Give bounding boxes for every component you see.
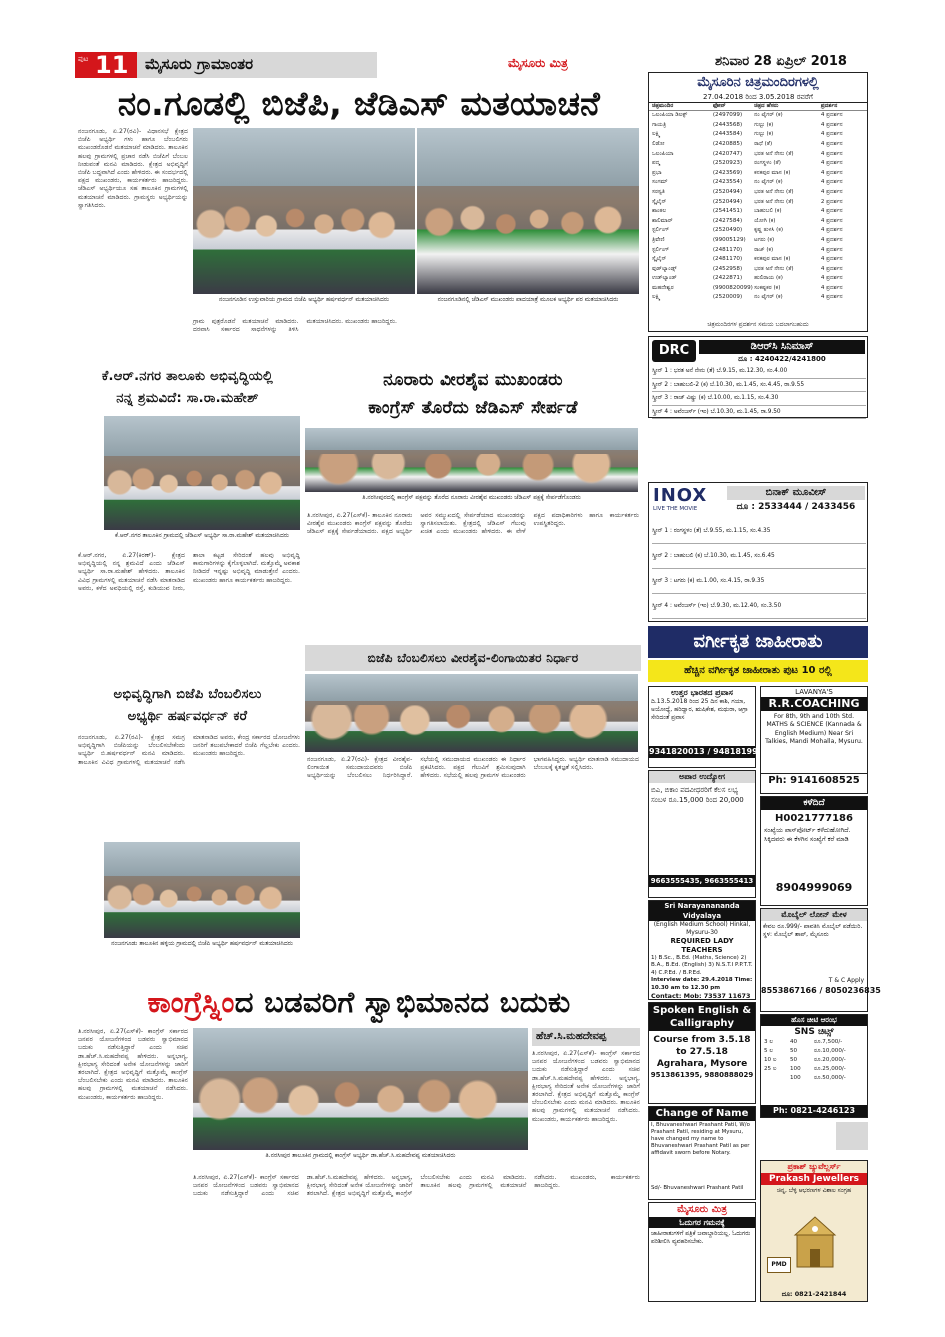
sns-row [764, 1065, 864, 1074]
story1-body: ನಂಜನಗೂಡು, ಏ.27(ರವಿ)- ವಿಧಾನಸಭೆ ಕ್ಷೇತ್ರದ ಬಿಜೆಪಿ ಅಭ್ಯರ್ಥಿ ಗಳು ಹಾಗೂ ಬೆಂಬಲಿಗರು ಮುಖಂಡರೊಡನೆ ಮತಯಾಚನೆ ಮಾಡಿದರು. ತಾಲೂಕಿನ ಹಲವು ಗ್ರಾಮಗಳಲ್ಲಿ ಪ್ರಚಾರ ನಡೆಸಿ ಬಿಜೆಪಿಗೆ ಬೆಂಬಲ ನೀಡುವಂತೆ ಮನವಿ ಮಾಡಿದರು. ಕ್ಷೇತ್ರದ ಅಭಿವೃದ್ಧಿಗೆ ಬಿಜೆಪಿ ಬದ್ಧವಾಗಿದೆ ಎಂದು ಹೇಳಿದರು. ಈ ಸಂದರ್ಭದಲ್ಲಿ ಪಕ್ಷದ ಮುಖಂಡರು, ಕಾರ್ಯಕರ್ತರು ಹಾಜರಿದ್ದರು. ಜೆಡಿಎಸ್ ಅಭ್ಯರ್ಥಿಯೂ ಸಹ ತಾಲೂಕಿನ ಗ್ರಾಮಗಳಲ್ಲಿ ಮತಯಾಚನೆ ಮಾಡಿದರು. ಗ್ರಾಮಸ್ಥರು ಅಭ್ಯರ್ಥಿಯನ್ನು ಸ್ವಾಗತಿಸಿದರು. [78, 128, 188, 209]
cinema-theatre: ಸ್ಟರ್ಲಿಂಗ್ [652, 246, 670, 253]
inox-rows [652, 519, 866, 619]
cinema-row [652, 274, 864, 284]
ad-english-phone: 9513861395, 9880888029 [650, 1071, 754, 1079]
cinema-shows: 4 ಪ್ರದರ್ಶನ [820, 284, 843, 291]
cinema-phone: (2520923) [712, 160, 743, 167]
drc-rows [652, 365, 866, 419]
ad-job-body: ಬಿಎ, ಬಿಕಾಂ ಪದವೀಧರರಿಗೆ ಕೆಲಸ ಲಭ್ಯ ಸಂಬಳ ರೂ.15,000 ರಿಂದ 20,000 [651, 786, 744, 804]
drc-title: ಡಿಆರ್‌ಸಿ ಸಿನಿಮಾಸ್ [750, 341, 814, 352]
cinema-phone: (2443568) [712, 121, 743, 128]
ad-travel [648, 686, 769, 768]
cinema-theatre: ವುಡ್‌ಲ್ಯಾಂಡ್ಸ್ [652, 265, 677, 272]
cinema-theatre: ಪ್ರಭಾ [652, 169, 662, 176]
story1-headline: ನಂ.ಗೂಡಲ್ಲಿ ಬಿಜೆಪಿ, ಜೆಡಿಎಸ್ ಮತಯಾಚನೆ [117, 84, 601, 123]
cinema-shows: 4 ಪ್ರದರ್ಶನ [820, 121, 843, 128]
cinema-row [652, 265, 864, 275]
cinema-col-theatre: ಚಿತ್ರಮಂದಿರ [652, 103, 674, 109]
cinema-row [652, 246, 864, 256]
cinema-phone: (2497099) [712, 112, 743, 119]
ad-coach-phone: Ph: 9141608525 [761, 773, 867, 788]
sns-amount: 5 ಲ [764, 1048, 773, 1054]
sns-amount: 3 ಲ [764, 1039, 773, 1045]
ad-blank-gray [836, 1122, 868, 1150]
page-number-badge [75, 52, 137, 78]
cinema-row [652, 236, 864, 246]
sns-amount [764, 1074, 790, 1083]
sns-months: 100 [790, 1075, 801, 1081]
sns-row [764, 1047, 864, 1056]
drc-screen-row: ಸ್ಕ್ರೀನ್ 1 : ಭರತ ಅನೆ ನೇನು (ತೆ) ಬೆ.9.15, ಮ.12.30, ಸಂ.4.00 [652, 365, 866, 379]
sns-months: 40 [790, 1039, 798, 1045]
classified-subtitle: ಹೆಚ್ಚಿನ ವರ್ಗೀಕೃತ ಜಾಹೀರಾತು ಪುಟ 10 ರಲ್ಲಿ [684, 665, 832, 676]
sns-amount: 10 ಲ [764, 1057, 777, 1063]
cinema-shows: 4 ಪ್ರದರ್ಶನ [820, 140, 843, 147]
cinema-footer: ಚಿತ್ರಮಂದಿರಗಳ ಪ್ರದರ್ಶನ ಸಮಯ ಬದಲಾಗಬಹುದು [707, 321, 809, 328]
cinema-film: ನಂ ಟೈಗರ್ (ಕ) [754, 294, 783, 301]
story5-headline-line2: ಅಭ್ಯರ್ಥಿ ಹರ್ಷವರ್ಧನ್ ಕರೆ [127, 709, 248, 724]
cinema-film: ಹುಲಿರಾಯ (ಕ) [754, 275, 783, 282]
cinema-film: ಭರತ ಅನೆ ನೇನು (ತೆ) [754, 198, 794, 205]
cinema-shows: 4 ಪ್ರದರ್ಶನ [820, 227, 843, 234]
story6-body-right: ತಿ.ನರಸೀಪುರ, ಏ.27(ಎಸ್‌ಕೆ)- ಕಾಂಗ್ರೆಸ್ ಸರ್ಕಾರದ ಜನಪರ ಯೋಜನೆಗಳಿಂದ ಬಡವರು ಸ್ವಾಭಿಮಾನದ ಬದುಕು ನಡೆಸುತ್ತಿದ್ದಾರೆ ಎಂದು ಸಚಿವ ಡಾ.ಹೆಚ್.ಸಿ.ಮಹದೇವಪ್ಪ ಹೇಳಿದರು. ಅನ್ನಭಾಗ್ಯ, ಕ್ಷೀರಭಾಗ್ಯ ಸೇರಿದಂತೆ ಅನೇಕ ಯೋಜನೆಗಳನ್ನು ಜಾರಿಗೆ ತರಲಾಗಿದೆ. ಕ್ಷೇತ್ರದ ಅಭಿವೃದ್ಧಿಗೆ ಮತ್ತೊಮ್ಮೆ ಕಾಂಗ್ರೆಸ್ ಬೆಂಬಲಿಸಬೇಕು ಎಂದು ಮನವಿ ಮಾಡಿದರು. ತಾಲೂಕಿನ ಹಲವು ಗ್ರಾಮಗಳಲ್ಲಿ ಮತಯಾಚನೆ ನಡೆಸಿದರು. ಮುಖಂಡರು, ಕಾರ್ಯಕರ್ತರು ಹಾಜರಿದ್ದರು. [532, 1050, 640, 1123]
story4-body: ನಂಜನಗೂಡು, ಏ.27(ರವಿ)- ಕ್ಷೇತ್ರದ ವೀರಶೈವ-ಲಿಂಗಾಯಿತ ಸಮುದಾಯದವರು ಬಿಜೆಪಿ ಅಭ್ಯರ್ಥಿಯನ್ನು ಬೆಂಬಲಿಸಲು ನಿರ್ಧರಿಸಿದ್ದಾರೆ. ಸಭೆಯಲ್ಲಿ ಸಮುದಾಯದ ಮುಖಂಡರು ಈ ನಿರ್ಧಾರ ಪ್ರಕಟಿಸಿದರು. ಪಕ್ಷದ ಗೆಲುವಿಗೆ ಶ್ರಮಿಸುವುದಾಗಿ ಹೇಳಿದರು. ಸಭೆಯಲ್ಲಿ ಹಲವು ಗ್ರಾಮಗಳ ಮುಖಂಡರು ಭಾಗವಹಿಸಿದ್ದರು. ಅಭ್ಯರ್ಥಿ ಮಾತನಾಡಿ ಸಮುದಾಯದ ಬೆಂಬಲಕ್ಕೆ ಕೃತಜ್ಞತೆ ಸಲ್ಲಿಸಿದರು. [307, 756, 639, 780]
drc-screen-row: ಸ್ಕ್ರೀನ್ 2 : ಬಾಹುಬಲಿ-2 (ಕ) ಬೆ.10.30, ಮ.1.45, ಸಂ.4.45, ರಾ.9.55 [652, 379, 866, 393]
cinema-film: ಟಗರು (ಕ) [754, 236, 775, 243]
cinema-film: ಭರತ ಅನೆ ನೇನು (ತೆ) [754, 265, 794, 272]
cinema-theatre: ಒಲಂಪಿಯಾ [652, 150, 674, 157]
cinema-theatre: ಸ್ಕೈಲೈನ್ [652, 198, 667, 205]
ad-prakash-jewellers [760, 1160, 868, 1302]
cinema-shows: 4 ಪ್ರದರ್ಶನ [820, 217, 843, 224]
cinema-shows: 4 ಪ್ರದರ್ಶನ [820, 169, 843, 176]
cinema-theatre: ತ್ರಿವೇಣಿ [652, 236, 665, 243]
cinema-shows: 4 ಪ್ರದರ್ಶನ [820, 150, 843, 157]
ad-coach-body: For 8th, 9th and 10th Std. MATHS & SCIENCE (Kannada & English Medium) Near Sri Talkies, Mandi Mohalla, Mysuru. [765, 713, 863, 746]
sns-installment: ರೂ.10,000/- [814, 1048, 846, 1054]
ad-school-contact: Contact: Mob: 73537 11673 [651, 992, 751, 1001]
temple-icon [791, 1213, 839, 1269]
ad-job-title: ಅಪಾರ ಉದ್ಯೋಗ [649, 771, 755, 783]
story2-photo [104, 416, 300, 530]
ad-school-quals: 1) B.Sc., B.Ed. (Maths, Science) 2) B.A., B.Ed. (English) 3) N.S.T.I P.P.T.T. 4) C.P.Ed. / B.P.Ed. [651, 955, 753, 976]
cinema-phone: (2520490) [712, 227, 743, 234]
classified-title: ವರ್ಗೀಕೃತ ಜಾಹೀರಾತು [693, 631, 823, 652]
story2-headline-box [75, 366, 300, 414]
story5-caption: ನಂಜನಗೂಡು ತಾಲೂಕಿನ ಹಳ್ಳಿಯ ಗ್ರಾಮದಲ್ಲಿ ಬಿಜೆಪಿ ಅಭ್ಯರ್ಥಿ ಹರ್ಷವರ್ಧನ್ ಮತಯಾಚಿಸಿದರು [111, 940, 293, 947]
cinema-row [652, 188, 864, 198]
jewel-building-icon [791, 1213, 839, 1269]
cinema-shows: 4 ಪ್ರದರ್ಶನ [820, 265, 843, 272]
ad-mela-phone: 8553867166 / 8050236835 [761, 986, 881, 995]
story4-headline-box [305, 645, 641, 671]
story6-photo [193, 1028, 528, 1150]
cinema-theatre: ಮಹದೇಶ್ವರ [652, 284, 674, 291]
ad-school-title: Sri Narayanananda Vidyalaya [649, 901, 755, 921]
ad-english [648, 1002, 756, 1104]
ad-name-body: I, Bhuvaneshwari Prashant Patil, W/o Prashant Patil, residing at Mysuru, have changed my name to Bhuvaneshwari Prashant Patil as per affidavit sworn before Notary. [651, 1122, 750, 1156]
cinema-film: ಕನಕಪುರ ಮಾಸ (ಕ) [754, 169, 791, 176]
cinema-film: ಭರತ ಅನೆ ನೇನು (ತೆ) [754, 188, 794, 195]
cinema-col-shows: ಪ್ರದರ್ಶನ [820, 103, 838, 109]
ad-english-course: Course from 3.5.18 to 27.5.18 [653, 1035, 751, 1057]
ad-job [648, 770, 756, 898]
cinema-film: ರಾಧೆ (ತೆ) [754, 140, 773, 147]
ad-jewel-logo [767, 1257, 791, 1273]
story4-photo [305, 674, 638, 752]
cinema-row [652, 169, 864, 179]
story6-headline-red: ಕಾಂಗ್ರೆಸ್ [147, 985, 235, 1019]
classified-subtitle-bar [648, 660, 868, 682]
ad-mm-title: ಮೈಸೂರು ಮಿತ್ರ [677, 1204, 727, 1215]
ad-lost-phone: 8904999069 [775, 881, 853, 894]
ad-school-req: REQUIRED LADY TEACHERS [670, 937, 734, 954]
story1-photo-bjp [193, 128, 415, 294]
cinema-film: ಗುಲ್ಟು (ಕ) [754, 131, 774, 138]
cinema-film: ಗುಲ್ಟು (ಕ) [754, 121, 774, 128]
cinema-shows: 4 ಪ್ರದರ್ಶನ [820, 179, 843, 186]
cinema-phone: (2541451) [712, 208, 743, 215]
ad-english-title: Spoken English & Calligraphy [649, 1003, 755, 1031]
cinema-row [652, 159, 864, 169]
story6-headline-rest: ನಿಂದ ಬಡವರಿಗೆ ಸ್ವಾಭಿಮಾನದ ಬದುಕು [234, 985, 571, 1019]
cinema-phone: (99005129) [712, 236, 746, 243]
cinema-rows [649, 111, 867, 303]
story6-caption: ತಿ.ನರಸೀಪುರ ತಾಲೂಕಿನ ಗ್ರಾಮದಲ್ಲಿ ಕಾಂಗ್ರೆಸ್ ಅಭ್ಯರ್ಥಿ ಡಾ.ಹೆಚ್.ಸಿ.ಮಹದೇವಪ್ಪ ಮತಯಾಚಿಸಿದರು [265, 1152, 456, 1159]
ad-job-phone: 9663555435, 9663555413 [650, 877, 754, 885]
ad-mela-title: ಮೊಬೈಲ್ ಲೋನ್ ಮೇಳ [761, 909, 867, 921]
inox-screen-row: ಸ್ಕ್ರೀನ್ 2 : ಬಾಹುಬಲಿ (ಕ) ಬೆ.10.30, ಮ.1.45, ಸಂ.6.45 [652, 544, 866, 569]
sns-row [764, 1056, 864, 1065]
sns-installment: ರೂ.20,000/- [814, 1057, 846, 1063]
cinema-row [652, 150, 864, 160]
cinema-row [652, 217, 864, 227]
cinema-row [652, 293, 864, 303]
story3-headline-line1: ನೂರಾರು ವೀರಶೈವ ಮುಖಂಡರು [383, 370, 563, 390]
inox-screen-row: ಸ್ಕ್ರೀನ್ 1 : ರಂಗಸ್ಥಳಂ (ತೆ) ಬೆ.9.55, ಮ.1.15, ಸಂ.4.35 [652, 519, 866, 544]
cinema-theatre: ಸ್ಕೈಲೈನ್ [652, 256, 667, 263]
cinema-film: ರಾಜ್ (ಕ) [754, 246, 774, 253]
ad-name-title: Change of Name [649, 1107, 755, 1121]
cinema-shows: 4 ಪ್ರದರ್ಶನ [820, 275, 843, 282]
ad-jewel-en: Prakash Jewellers [761, 1173, 867, 1185]
cinema-phone: (2452958) [712, 265, 743, 272]
ad-jewel-body: ಚಿನ್ನ, ಬೆಳ್ಳಿ ಆಭರಣಗಳ ವಿಶಾಲ ಸಂಗ್ರಹ [776, 1187, 852, 1194]
cinema-phone: (2420885) [712, 140, 743, 147]
page-number: 11 [95, 51, 129, 79]
ad-mobile-mela [760, 908, 881, 1012]
ad-lost-body: ಸಂಖ್ಯೆಯ ಪಾಸ್‌ಪೋರ್ಟ್ ಕಳೆದುಹೋಗಿದೆ. ಸಿಕ್ಕಿದವರು ಈ ಕೆಳಗಿನ ಸಂಖ್ಯೆಗೆ ಕರೆ ಮಾಡಿ [764, 826, 851, 843]
cinema-phone: (2520494) [712, 188, 743, 195]
cinema-phone: (2481170) [712, 246, 743, 253]
drc-cinemas [648, 336, 868, 418]
cinema-shows: 4 ಪ್ರದರ್ಶನ [820, 160, 843, 167]
cinema-row [652, 198, 864, 208]
story3-headline-box [305, 366, 641, 426]
ad-school [648, 900, 756, 1000]
cinema-theatre: ಸಂಗಮ್ [652, 179, 668, 186]
sns-installment: ರೂ.25,000/- [814, 1066, 846, 1072]
ad-mysore-mitra [648, 1202, 756, 1302]
cinema-film: ನಂ ಟೈಗರ್ (ಕ) [754, 112, 783, 119]
cinema-film: ಯೋಗಿ (ಕ) [754, 217, 776, 224]
sns-months: 50 [790, 1048, 798, 1054]
ad-sns-phone: Ph: 0821-4246123 [761, 1105, 867, 1117]
cinema-phone: (2520009) [712, 294, 743, 301]
ad-travel-body: ದಿ.13.5.2018 ರಿಂದ 25 ದಿನ ಕಾಶಿ, ಗಯಾ, ಅಯೋಧ್ಯೆ, ಹರಿದ್ವಾರ, ಋಷಿಕೇಶ, ಮಥುರಾ, ಆಗ್ರಾ ಸೇರಿದಂತೆ ಪ್ರವಾಸ [651, 698, 748, 721]
story3-photo [305, 428, 638, 492]
drc-title-bar [699, 340, 865, 354]
story1-continuation: ಗ್ರಾಮ ಪುತ್ರರೊಡನೆ ಮತಯಾಚನೆ ಮಾಡಿದರು. ದರವಾಸಿ ಸರ್ಕಾರದ ಸಾಧನೆಗಳನ್ನು ತಿಳಿಸಿ ಮತಯಾಚಿಸಿದರು. ಮುಖಂಡರು ಹಾಜರಿದ್ದರು. [193, 318, 398, 334]
cinema-theatre: ಲಕ್ಷ್ಮಿ [652, 294, 661, 301]
cinema-row [652, 284, 864, 294]
ad-lost-title: ಕಳೆದಿದೆ [761, 797, 867, 810]
story3-caption: ತಿ.ನರಸೀಪುರದಲ್ಲಿ ಕಾಂಗ್ರೆಸ್ ಪಕ್ಷವನ್ನು ತೊರೆದ ನೂರಾರು ವೀರಶೈವ ಮುಖಂಡರು ಜೆಡಿಎಸ್ ಪಕ್ಷಕ್ಕೆ ಸೇರ್ಪಡೆಗೊಂಡರು [362, 494, 581, 501]
cinema-shows: 4 ಪ್ರದರ್ಶನ [820, 236, 843, 243]
ad-coaching [760, 686, 868, 794]
inox-tagline: LIVE THE MOVIE [653, 506, 698, 512]
cinema-row [652, 178, 864, 188]
cinema-phone: (2481170) [712, 256, 743, 263]
cinema-film: ಭರತ ಅನೆ ನೇನು (ತೆ) [754, 150, 794, 157]
cinema-phone: (2420747) [712, 150, 743, 157]
cinema-header-row [649, 103, 867, 111]
drc-logo-text: DRC [658, 343, 690, 358]
story6-sidebox [532, 1028, 640, 1046]
story6-body-left: ತಿ.ನರಸೀಪುರ, ಏ.27(ಎಸ್‌ಕೆ)- ಕಾಂಗ್ರೆಸ್ ಸರ್ಕಾರದ ಜನಪರ ಯೋಜನೆಗಳಿಂದ ಬಡವರು ಸ್ವಾಭಿಮಾನದ ಬದುಕು ನಡೆಸುತ್ತಿದ್ದಾರೆ ಎಂದು ಸಚಿವ ಡಾ.ಹೆಚ್.ಸಿ.ಮಹದೇವಪ್ಪ ಹೇಳಿದರು. ಅನ್ನಭಾಗ್ಯ, ಕ್ಷೀರಭಾಗ್ಯ ಸೇರಿದಂತೆ ಅನೇಕ ಯೋಜನೆಗಳನ್ನು ಜಾರಿಗೆ ತರಲಾಗಿದೆ. ಕ್ಷೇತ್ರದ ಅಭಿವೃದ್ಧಿಗೆ ಮತ್ತೊಮ್ಮೆ ಕಾಂಗ್ರೆಸ್ ಬೆಂಬಲಿಸಬೇಕು ಎಂದು ಮನವಿ ಮಾಡಿದರು. ತಾಲೂಕಿನ ಹಲವು ಗ್ರಾಮಗಳಲ್ಲಿ ಮತಯಾಚನೆ ನಡೆಸಿದರು. ಮುಖಂಡರು, ಕಾರ್ಯಕರ್ತರು ಹಾಜರಿದ್ದರು. [78, 1028, 188, 1101]
story4-headline: ಬಿಜೆಪಿ ಬೆಂಬಲಿಸಲು ವೀರಶೈವ-ಲಿಂಗಾಯಿತರ ನಿರ್ಧಾರ [367, 651, 579, 665]
ad-coach-label: LAVANYA'S [795, 688, 833, 696]
cinema-row [652, 226, 864, 236]
cinema-row [652, 207, 864, 217]
story3-body: ತಿ.ನರಸೀಪುರ, ಏ.27(ಎಸ್‌ಕೆ)- ತಾಲೂಕಿನ ನೂರಾರು ವೀರಶೈವ ಮುಖಂಡರು ಕಾಂಗ್ರೆಸ್ ಪಕ್ಷವನ್ನು ತೊರೆದು ಜೆಡಿಎಸ್ ಪಕ್ಷಕ್ಕೆ ಸೇರ್ಪಡೆಯಾದರು. ಪಕ್ಷದ ಅಭ್ಯರ್ಥಿ ಅವರ ಸಮ್ಮುಖದಲ್ಲಿ ಸೇರ್ಪಡೆಯಾದ ಮುಖಂಡರನ್ನು ಸ್ವಾಗತಿಸಲಾಯಿತು. ಕ್ಷೇತ್ರದಲ್ಲಿ ಜೆಡಿಎಸ್ ಗೆಲುವು ಖಚಿತ ಎಂದು ಮುಖಂಡರು ಹೇಳಿದರು. ಈ ವೇಳೆ ಪಕ್ಷದ ಪದಾಧಿಕಾರಿಗಳು ಹಾಗೂ ಕಾರ್ಯಕರ್ತರು ಉಪಸ್ಥಿತರಿದ್ದರು. [307, 512, 639, 536]
ad-mm-body: ಜಾಹೀರಾತುಗಳಿಗೆ ಪತ್ರಿಕೆ ಜವಾಬ್ದಾರಿಯಲ್ಲ. ಓದುಗರು ಪರಿಶೀಲಿಸಿ ವ್ಯವಹರಿಸಬೇಕು. [651, 1230, 751, 1245]
cinema-phone: (2422871) [712, 275, 743, 282]
story5-body: ನಂಜನಗೂಡು, ಏ.27(ರವಿ)- ಕ್ಷೇತ್ರದ ಸಮಗ್ರ ಅಭಿವೃದ್ಧಿಗಾಗಿ ಬಿಜೆಪಿಯನ್ನು ಬೆಂಬಲಿಸಬೇಕೆಂದು ಅಭ್ಯರ್ಥಿ ಬಿ.ಹರ್ಷವರ್ಧನ್ ಮನವಿ ಮಾಡಿದರು. ತಾಲೂಕಿನ ವಿವಿಧ ಗ್ರಾಮಗಳಲ್ಲಿ ಮತಯಾಚನೆ ನಡೆಸಿ ಮಾತನಾಡಿದ ಅವರು, ಕೇಂದ್ರ ಸರ್ಕಾರದ ಯೋಜನೆಗಳು ಜನರಿಗೆ ತಲುಪಬೇಕಾದರೆ ಬಿಜೆಪಿ ಗೆಲ್ಲಬೇಕು ಎಂದರು. ಮುಖಂಡರು ಹಾಜರಿದ್ದರು. [78, 734, 300, 766]
sns-row [764, 1038, 864, 1047]
sns-amount: 25 ಲ [764, 1066, 777, 1072]
cinema-col-phone: ಫೋನ್ [712, 103, 726, 109]
ad-mela-body: ಕೇವಲ ರೂ.999/- ಪಾವತಿಸಿ ಮೊಬೈಲ್ ಪಡೆಯಿರಿ. ಸ್ಥಳ: ಮೊಬೈಲ್ ಶಾಪ್, ಮೈಸೂರು [763, 923, 863, 938]
story1-photo-jds [417, 128, 639, 294]
ad-sns-title: ಹೊಸ ಚೀಟಿ ಆರಂಭ [761, 1015, 867, 1026]
drc-logo [652, 340, 696, 362]
cinema-shows: 4 ಪ್ರದರ್ಶನ [820, 256, 843, 263]
masthead: ಮೈಸೂರು ಮಿತ್ರ [508, 56, 568, 70]
ad-coach-title: R.R.COACHING [761, 697, 867, 711]
sns-row [764, 1074, 864, 1083]
cinema-phone: (2520494) [712, 198, 743, 205]
cinema-film: ಕನಕಪುರ ಮಾಸ (ಕ) [754, 256, 791, 263]
cinema-theatre: ಗಾಯತ್ರಿ [652, 121, 667, 128]
story5-headline-box [75, 684, 300, 732]
cinema-theatre: ಉಡ್‌ಲ್ಯಾಂಡ್ [652, 275, 677, 282]
ad-travel-phone: 9341820013 / 9481819973 [649, 747, 769, 756]
ad-mm-sub: ಓದುಗರ ಗಮನಕ್ಕೆ [649, 1217, 755, 1228]
drc-screen-row: ಸ್ಕ್ರೀನ್ 4 : ಅವೆಂಜರ್ಸ್ (ಇಂ) ಬೆ.10.30, ಮ.1.45, ರಾ.9.50 [652, 406, 866, 420]
page-label: ಪುಟ [78, 55, 89, 63]
cinema-dates: 27.04.2018 ರಿಂದ 3.05.2018 ರವರೆಗೆ [649, 93, 867, 103]
classified-title-bar [648, 626, 868, 658]
ad-mela-apply: T & C Apply [828, 977, 864, 984]
ad-change-of-name [648, 1106, 756, 1200]
ad-english-place: Agrahara, Mysore [656, 1059, 748, 1069]
cinema-film: ಬಾಹುಬಲಿ (ಕ) [754, 208, 782, 215]
cinema-theatre: ಶಾಲಿಮಾರ್ [652, 217, 673, 224]
story3-headline-line2: ಕಾಂಗ್ರೆಸ್ ತೊರೆದು ಜೆಡಿಎಸ್ ಸೇರ್ಪಡೆ [368, 398, 578, 418]
story6-side-name: ಹೆಚ್.ಸಿ.ಮಹದೇವಪ್ಪ [536, 1031, 607, 1042]
sns-months: 50 [790, 1057, 798, 1063]
cinema-shows: 4 ಪ್ರದರ್ಶನ [820, 188, 843, 195]
story5-headline-line1: ಅಭಿವೃದ್ಧಿಗಾಗಿ ಬಿಜೆಪಿ ಬೆಂಬಲಿಸಲು [113, 687, 262, 702]
cinema-theatre: ಸ್ಟರ್ಲಿಂಗ್ [652, 227, 670, 234]
cinema-theatre: ಪದ್ಮ [652, 160, 660, 167]
ad-jewel-phone: ದೂ: 0821-2421844 [781, 1290, 847, 1298]
cinema-row [652, 121, 864, 131]
cinema-film: ಕೃಷ್ಣ ತುಳಸಿ (ಕ) [754, 227, 784, 234]
cinema-row [652, 140, 864, 150]
ad-lost [760, 796, 868, 906]
drc-screen-row: ಸ್ಕ್ರೀನ್ 3 : ರಾಜ್ ವಿಷ್ಣು (ಕ) ಬೆ.10.00, ಮ.1.15, ಸಂ.4.30 [652, 392, 866, 406]
story6-body-bottom: ತಿ.ನರಸೀಪುರ, ಏ.27(ಎಸ್‌ಕೆ)- ಕಾಂಗ್ರೆಸ್ ಸರ್ಕಾರದ ಜನಪರ ಯೋಜನೆಗಳಿಂದ ಬಡವರು ಸ್ವಾಭಿಮಾನದ ಬದುಕು ನಡೆಸುತ್ತಿದ್ದಾರೆ ಎಂದು ಸಚಿವ ಡಾ.ಹೆಚ್.ಸಿ.ಮಹದೇವಪ್ಪ ಹೇಳಿದರು. ಅನ್ನಭಾಗ್ಯ, ಕ್ಷೀರಭಾಗ್ಯ ಸೇರಿದಂತೆ ಅನೇಕ ಯೋಜನೆಗಳನ್ನು ಜಾರಿಗೆ ತರಲಾಗಿದೆ. ಕ್ಷೇತ್ರದ ಅಭಿವೃದ್ಧಿಗೆ ಮತ್ತೊಮ್ಮೆ ಕಾಂಗ್ರೆಸ್ ಬೆಂಬಲಿಸಬೇಕು ಎಂದು ಮನವಿ ಮಾಡಿದರು. ತಾಲೂಕಿನ ಹಲವು ಗ್ರಾಮಗಳಲ್ಲಿ ಮತಯಾಚನೆ ನಡೆಸಿದರು. ಮುಖಂಡರು, ಕಾರ್ಯಕರ್ತರು ಹಾಜರಿದ್ದರು. [193, 1174, 640, 1198]
inox-cinemas [648, 482, 868, 622]
cinema-shows: 4 ಪ್ರದರ್ಶನ [820, 208, 843, 215]
section-title: ಮೈಸೂರು ಗ್ರಾಮಾಂತರ [145, 55, 254, 73]
ad-sns-name: SNS ಚಿಟ್ಸ್ [794, 1027, 834, 1037]
ad-travel-title: ಉತ್ತರ ಭಾರತದ ಪ್ರವಾಸ [671, 688, 733, 697]
ad-lost-number: H0021777186 [775, 813, 853, 824]
cinema-theatre: ಸರಸ್ವತಿ [652, 188, 665, 195]
inox-phone: ದೂ : 2533444 / 2433456 [736, 502, 856, 512]
inox-screen-row: ಸ್ಕ್ರೀನ್ 3 : ಟಗರು (ಕ) ಮ.1.00, ಸಂ.4.15, ರಾ.9.35 [652, 569, 866, 594]
cinema-shows: 4 ಪ್ರದರ್ಶನ [820, 112, 843, 119]
story2-caption: ಕೆ.ಆರ್.ನಗರ ತಾಲೂಕಿನ ಗ್ರಾಮದಲ್ಲಿ ಜೆಡಿಎಸ್ ಅಭ್ಯರ್ಥಿ ಸಾ.ರಾ.ಮಹೇಶ್ ಮತಯಾಚಿಸಿದರು [115, 532, 289, 539]
inox-logo-text: INOX [653, 485, 708, 506]
ad-sns-rows [761, 1038, 867, 1083]
cinema-row [652, 255, 864, 265]
cinema-row [652, 130, 864, 140]
story1-caption-jds: ನಂಜನಗೂಡಿನಲ್ಲಿ ಜೆಡಿಎಸ್ ಮುಖಂಡರು ಪಾದಯಾತ್ರೆ ಮೂಲಕ ಅಭ್ಯರ್ಥಿ ಪರ ಮತಯಾಚಿಸಿದರು [437, 296, 619, 303]
story2-body: ಕೆ.ಆರ್.ನಗರ, ಏ.27(ಕಿರಣ್)- ಕ್ಷೇತ್ರದ ಅಭಿವೃದ್ಧಿಯಲ್ಲಿ ನನ್ನ ಶ್ರಮವಿದೆ ಎಂದು ಜೆಡಿಎಸ್ ಅಭ್ಯರ್ಥಿ ಸಾ.ರಾ.ಮಹೇಶ್ ಹೇಳಿದರು. ತಾಲೂಕಿನ ವಿವಿಧ ಗ್ರಾಮಗಳಲ್ಲಿ ಮತಯಾಚನೆ ನಡೆಸಿ ಮಾತನಾಡಿದ ಅವರು, ಕಳೆದ ಅವಧಿಯಲ್ಲಿ ರಸ್ತೆ, ಕುಡಿಯುವ ನೀರು, ಶಾಲಾ ಕಟ್ಟಡ ಸೇರಿದಂತೆ ಹಲವು ಅಭಿವೃದ್ಧಿ ಕಾಮಗಾರಿಗಳನ್ನು ಕೈಗೊಳ್ಳಲಾಗಿದೆ. ಮತ್ತೊಮ್ಮೆ ಅವಕಾಶ ನೀಡಿದರೆ ಇನ್ನಷ್ಟು ಅಭಿವೃದ್ಧಿ ಮಾಡುತ್ತೇನೆ ಎಂದರು. ಮುಖಂಡರು ಹಾಗೂ ಕಾರ್ಯಕರ್ತರು ಹಾಜರಿದ್ದರು. [78, 552, 300, 592]
story5-photo [104, 842, 300, 938]
cinema-shows: 4 ಪ್ರದರ್ಶನ [820, 246, 843, 253]
sns-installment: ರೂ.50,000/- [814, 1075, 846, 1081]
ad-jewel-logo-text: PMD [771, 1261, 787, 1268]
story2-headline-line1: ಕೆ.ಆರ್.ನಗರ ತಾಲೂಕು ಅಭಿವೃದ್ಧಿಯಲ್ಲಿ [101, 369, 274, 384]
cinema-phone: (9900820099) [712, 284, 753, 291]
cinema-phone: (2443584) [712, 131, 743, 138]
ad-jewel-kn: ಪ್ರಕಾಶ್ ಜ್ಯುವೆಲ್ಲರ್ಸ್ [787, 1162, 841, 1171]
cinema-title: ಮೈಸೂರಿನ ಚಿತ್ರಮಂದಿರಗಳಲ್ಲಿ [697, 75, 819, 90]
page-date: ಶನಿವಾರ 28 ಏಪ್ರಿಲ್ 2018 [715, 54, 847, 69]
story6-headline [75, 980, 643, 1024]
inox-title: ಬಿನಾಕ್ ಮೂವೀಸ್ [765, 487, 827, 498]
inox-screen-row: ಸ್ಕ್ರೀನ್ 4 : ಅವೆಂಜರ್ಸ್ (ಇಂ) ಬೆ.9.30, ಮ.12.40, ಸಂ.3.50 [652, 594, 866, 619]
cinema-theatre: ಶಾಂತಲ [652, 208, 667, 215]
section-tag [137, 52, 377, 78]
cinema-col-film: ಚಿತ್ರದ ಹೆಸರು [754, 103, 779, 109]
sns-installment: ರೂ.7,500/- [814, 1039, 843, 1045]
cinema-shows: 4 ಪ್ರದರ್ಶನ [820, 294, 843, 301]
inox-logo [653, 486, 723, 516]
cinema-phone: (2427584) [712, 217, 743, 224]
story1-caption-bjp: ನಂಜನಗೂಡಿನ ಉಸ್ತುವಾರಿಯ ಗ್ರಾಮದ ಬಿಜೆಪಿ ಅಭ್ಯರ್ಥಿ ಹರ್ಷವರ್ಧನ್ ಮತಯಾಚಿಸಿದರು [218, 296, 389, 303]
ad-sns-chits [760, 1014, 868, 1118]
cinema-phone: (2423554) [712, 179, 743, 186]
cinema-film: ನಂ ಟೈಗರ್ (ಕ) [754, 179, 783, 186]
ad-name-sign: Sd/- Bhuvaneshwari Prashant Patil [651, 1185, 744, 1191]
ad-school-sub: (English Medium School) Hinkal, Mysuru-30 [653, 921, 751, 936]
cinema-film: ಸಂಕಷ್ಟಕರ (ಕ) [754, 284, 781, 291]
ad-school-interview: Interview date: 29.4.2018 Time: 10.30 am to 12.30 pm [651, 977, 753, 991]
drc-phone: ದೂ : 4240422/4241800 [738, 355, 826, 363]
cinema-shows: 4 ಪ್ರದರ್ಶನ [820, 131, 843, 138]
cinema-film: ರಂಗಸ್ಥಳಂ (ತೆ) [754, 160, 781, 167]
cinema-theatre: ಒಲಂಪಿಯಾ ಡಿಲಕ್ಸ್ [652, 112, 688, 119]
cinema-theatre: ಲಕ್ಷ್ಮಿ [652, 131, 661, 138]
story2-headline-line2: ನನ್ನ ಶ್ರಮವಿದೆ: ಸಾ.ರಾ.ಮಹೇಶ್ [116, 391, 259, 406]
cinema-theatre: ಲಿಡೋ [652, 140, 665, 147]
cinema-shows: 2 ಪ್ರದರ್ಶನ [820, 198, 843, 205]
cinema-listings [648, 72, 868, 332]
cinema-phone: (2423569) [712, 169, 743, 176]
sns-months: 100 [790, 1066, 801, 1072]
inox-title-bar [727, 486, 865, 500]
cinema-row [652, 111, 864, 121]
